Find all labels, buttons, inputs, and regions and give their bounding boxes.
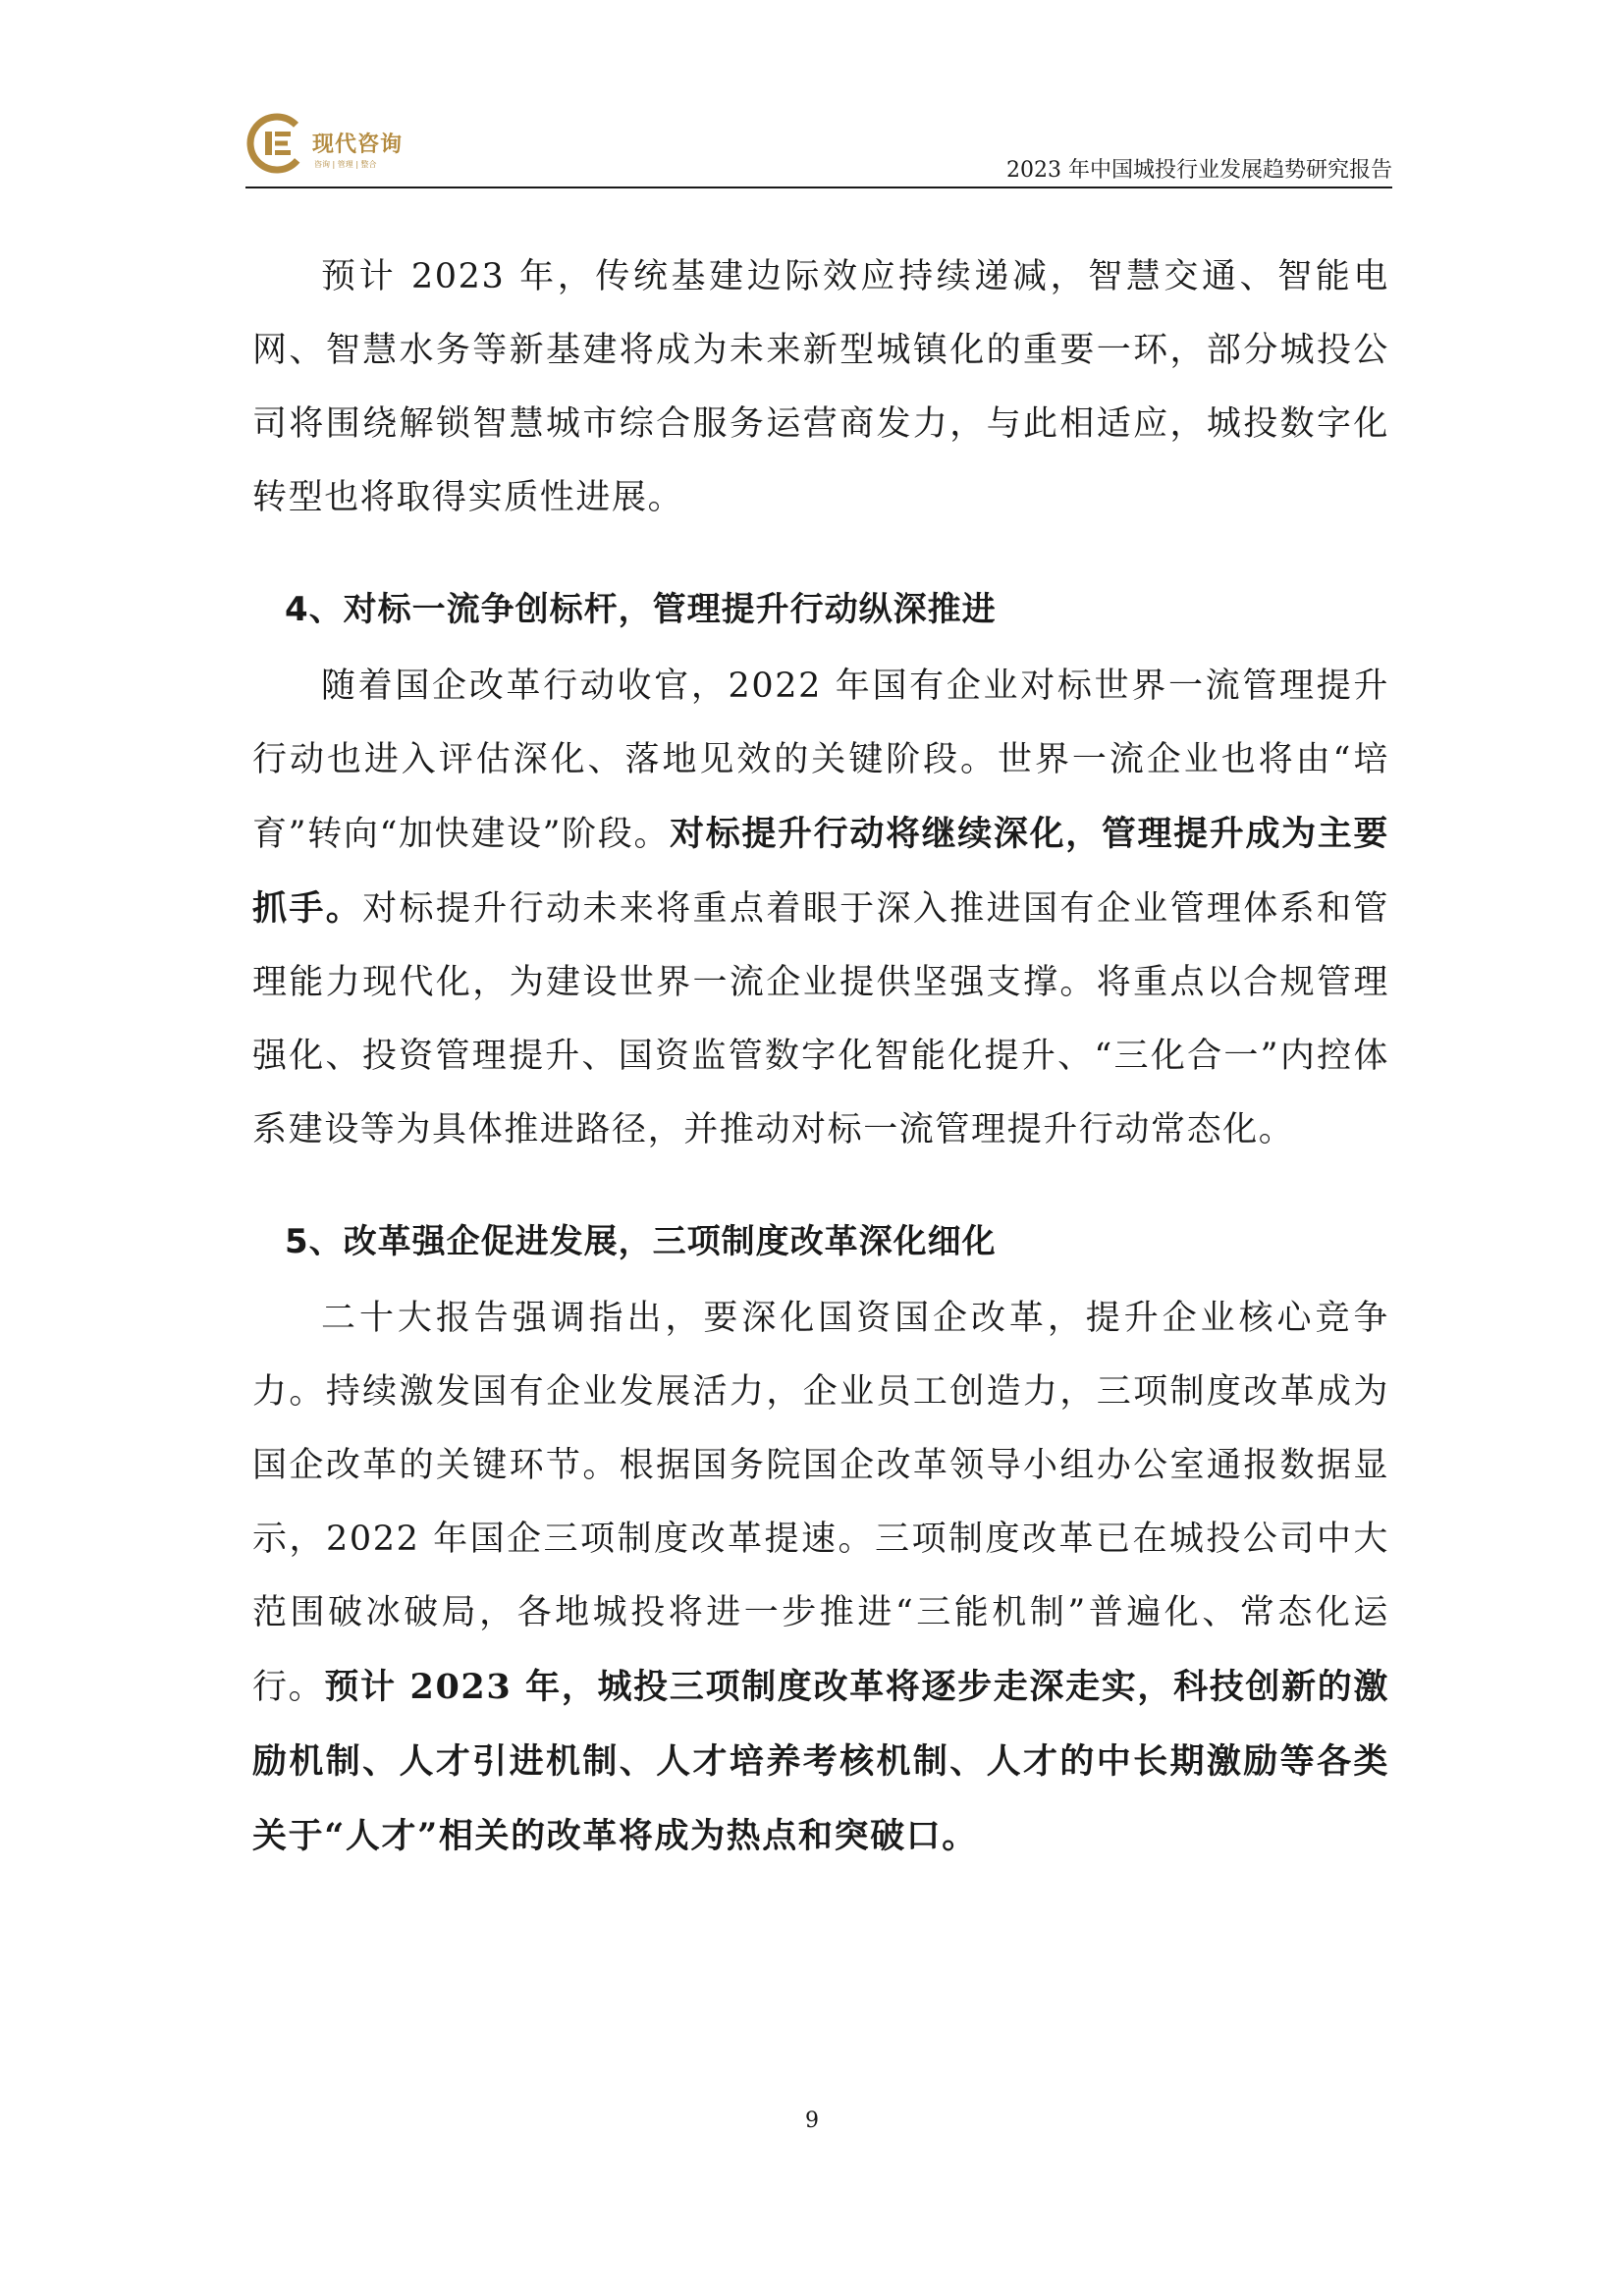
paragraph-three-system-reform — [252, 1282, 1389, 1874]
emphasis-text: 预计 2023 年，城投三项制度改革将逐步走深走实，科技创新的激励机制、人才引进机制、人才培养考核机制、人才的中长期激励等各类关于“人才”相关的改革将成为热点和突破口。 — [252, 1667, 1389, 1856]
header-divider — [245, 187, 1392, 188]
section-heading-5: 5、改革强企促进发展，三项制度改革深化细化 — [285, 1222, 997, 1261]
logo-tagline: 咨询 | 管理 | 整合 — [314, 160, 377, 169]
paragraph-text: 随着国企改革行动收官，2022 年国有企业对标世界一流管理提升行动也进入评估深化、落地见效的关键阶段。世界一流企业也将由“培育”转向“加快建设”阶段。 — [252, 667, 1389, 854]
paragraph-text: 对标提升行动未来将重点着眼于深入推进国有企业管理体系和管理能力现代化，为建设世界一流企业提供坚强支撑。将重点以合规管理强化、投资管理提升、国资监管数字化智能化提升、“三化合一”内控体系建设等为具体推进路径，并推动对标一流管理提升行动常态化。 — [252, 889, 1389, 1149]
page-number: 9 — [805, 2109, 819, 2133]
emphasis-text: 对标提升行动将继续深化，管理提升成为主要抓手。 — [252, 814, 1389, 929]
report-title: 2023 年中国城投行业发展趋势研究报告 — [1006, 158, 1392, 183]
page-body — [252, 240, 1389, 1874]
paragraph-smart-infrastructure: 预计 2023 年，传统基建边际效应持续递减，智慧交通、智能电网、智慧水务等新基建将成为未来新型城镇化的重要一环，部分城投公司将围绕解锁智慧城市综合服务运营商发力，与此相适应，城投数字化转型也将取得实质性进展。 — [252, 257, 1389, 517]
logo-emblem-icon — [245, 112, 308, 175]
page-header — [245, 110, 1392, 192]
logo-name: 现代咨询 — [312, 133, 404, 157]
section-heading-4: 4、对标一流争创标杆，管理提升行动纵深推进 — [285, 590, 997, 629]
company-logo — [245, 112, 422, 181]
paragraph-benchmark-management — [252, 650, 1389, 1167]
paragraph-text: 二十大报告强调指出，要深化国资国企改革，提升企业核心竞争力。持续激发国有企业发展活力，企业员工创造力，三项制度改革成为国企改革的关键环节。根据国务院国企改革领导小组办公室通报数据显示，2022 年国企三项制度改革提速。三项制度改革已在城投公司中大范围破冰破局，各地城投将进一步推进“三能机制”普遍化、常态化运行。 — [252, 1299, 1389, 1707]
